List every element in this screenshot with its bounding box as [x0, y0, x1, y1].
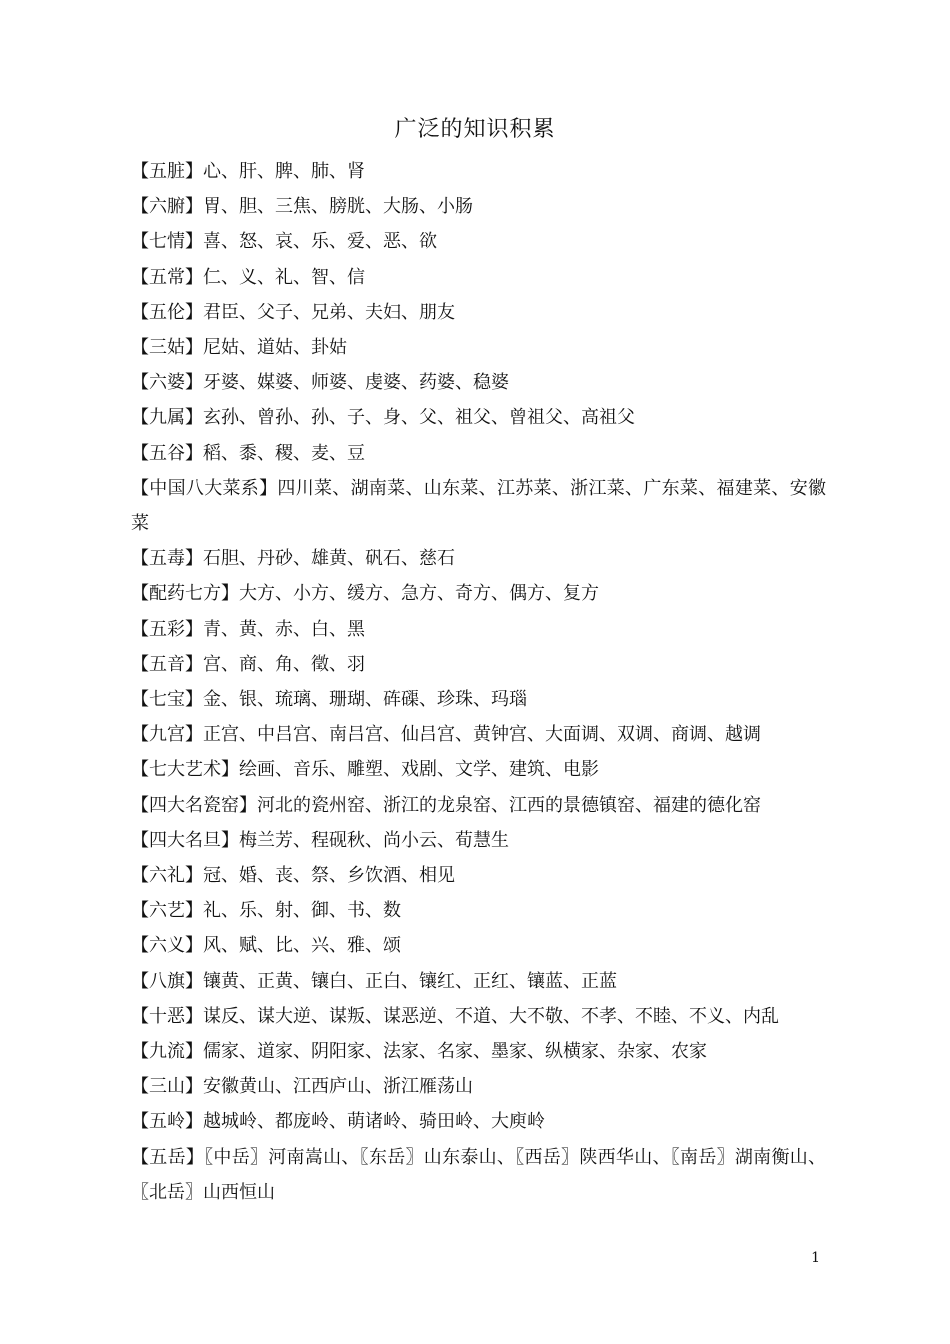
list-item [131, 788, 826, 823]
entry-text: 胃、胆、三焦、膀胱、大肠、小肠 [203, 196, 473, 218]
entry-label: 【三姑】 [131, 337, 203, 359]
list-item [131, 436, 826, 471]
list-item [131, 612, 826, 647]
list-item [131, 576, 826, 611]
entry-label: 【十恶】 [131, 1005, 203, 1027]
list-item [131, 224, 826, 259]
list-item [131, 1034, 826, 1069]
list-item [131, 999, 826, 1034]
list-item [131, 964, 826, 999]
entry-text: 镶黄、正黄、镶白、正白、镶红、正红、镶蓝、正蓝 [203, 970, 617, 992]
list-item [131, 471, 826, 541]
entry-text: 河北的瓷州窑、浙江的龙泉窑、江西的景德镇窑、福建的德化窑 [257, 794, 761, 816]
entry-text: 牙婆、媒婆、师婆、虔婆、药婆、稳婆 [203, 372, 509, 394]
list-item [131, 682, 826, 717]
entry-text: 金、银、琉璃、珊瑚、砗磲、珍珠、玛瑙 [203, 689, 527, 711]
page-number: 1 [811, 1250, 820, 1266]
entry-label: 【六礼】 [131, 865, 203, 887]
entry-text: 梅兰芳、程砚秋、尚小云、荀慧生 [239, 829, 509, 851]
entry-text: 石胆、丹砂、雄黄、矾石、慈石 [203, 548, 455, 570]
entry-label: 【九属】 [131, 407, 203, 429]
list-item [131, 365, 826, 400]
list-item [131, 541, 826, 576]
entry-label: 【七宝】 [131, 689, 203, 711]
list-item [131, 858, 826, 893]
list-item [131, 752, 826, 787]
entry-text: 绘画、音乐、雕塑、戏剧、文学、建筑、电影 [239, 759, 599, 781]
list-item [131, 295, 826, 330]
entry-label: 【六腑】 [131, 196, 203, 218]
entry-label: 【八旗】 [131, 970, 203, 992]
entry-label: 【六婆】 [131, 372, 203, 394]
entry-label: 【七情】 [131, 231, 203, 253]
entry-text: 仁、义、礼、智、信 [203, 266, 365, 288]
entry-label: 【四大名瓷窑】 [131, 794, 257, 816]
entry-label: 【九流】 [131, 1041, 203, 1063]
entry-label: 【配药七方】 [131, 583, 239, 605]
entry-text: 冠、婚、丧、祭、乡饮酒、相见 [203, 865, 455, 887]
entry-text: 谋反、谋大逆、谋叛、谋恶逆、不道、大不敬、不孝、不睦、不义、内乱 [203, 1005, 779, 1027]
entry-text: 〖中岳〗河南嵩山、〖东岳〗山东泰山、〖西岳〗陕西华山、〖南岳〗湖南衡山、〖北岳〗山西恒山 [131, 1146, 827, 1203]
list-item [131, 717, 826, 752]
entry-label: 【五音】 [131, 653, 203, 675]
list-item [131, 647, 826, 682]
entry-label: 【五谷】 [131, 442, 203, 464]
entry-text: 玄孙、曾孙、孙、子、身、父、祖父、曾祖父、高祖父 [203, 407, 635, 429]
entry-text: 四川菜、湖南菜、山东菜、江苏菜、浙江菜、广东菜、福建菜、安徽菜 [131, 477, 827, 535]
list-item [131, 893, 826, 928]
list-item [131, 1069, 826, 1104]
list-item [131, 330, 826, 365]
entry-text: 安徽黄山、江西庐山、浙江雁荡山 [203, 1076, 473, 1098]
entry-text: 心、肝、脾、肺、肾 [203, 161, 365, 182]
entry-label: 【五岭】 [131, 1111, 203, 1133]
entry-text: 礼、乐、射、御、书、数 [203, 900, 401, 922]
entry-label: 【五岳】 [131, 1146, 205, 1168]
document-title: 广泛的知识积累 [394, 117, 556, 142]
list-item [131, 189, 826, 224]
entry-text: 君臣、父子、兄弟、夫妇、朋友 [203, 301, 455, 323]
entry-label: 【五脏】 [131, 161, 203, 182]
entry-label: 【五常】 [131, 266, 203, 288]
list-item [131, 823, 826, 858]
list-item [131, 1104, 826, 1139]
entry-text: 风、赋、比、兴、雅、颂 [203, 935, 401, 957]
list-item [131, 928, 826, 963]
entry-label: 【五毒】 [131, 548, 203, 570]
entry-label: 【中国八大菜系】 [131, 477, 278, 499]
entry-label: 【四大名旦】 [131, 829, 239, 851]
entry-text: 青、黄、赤、白、黑 [203, 618, 365, 640]
entry-text: 大方、小方、缓方、急方、奇方、偶方、复方 [239, 583, 599, 605]
entry-label: 【九宫】 [131, 724, 203, 746]
entry-text: 正宫、中吕宫、南吕宫、仙吕宫、黄钟宫、大面调、双调、商调、越调 [203, 724, 761, 746]
entry-label: 【六艺】 [131, 900, 203, 922]
entry-list [131, 154, 826, 1210]
entry-text: 儒家、道家、阴阳家、法家、名家、墨家、纵横家、杂家、农家 [203, 1041, 707, 1063]
entry-text: 越城岭、都庞岭、萌诸岭、骑田岭、大庾岭 [203, 1111, 545, 1133]
entry-label: 【五彩】 [131, 618, 203, 640]
entry-label: 【三山】 [131, 1076, 203, 1098]
list-item [131, 260, 826, 295]
entry-text: 尼姑、道姑、卦姑 [203, 337, 347, 359]
entry-label: 【六义】 [131, 935, 203, 957]
entry-text: 宫、商、角、徵、羽 [203, 653, 365, 675]
entry-text: 喜、怒、哀、乐、爱、恶、欲 [203, 231, 437, 253]
list-item [131, 154, 826, 189]
entry-label: 【五伦】 [131, 301, 203, 323]
entry-text: 稻、黍、稷、麦、豆 [203, 442, 365, 464]
list-item [131, 400, 826, 435]
list-item [131, 1140, 826, 1210]
entry-label: 【七大艺术】 [131, 759, 239, 781]
